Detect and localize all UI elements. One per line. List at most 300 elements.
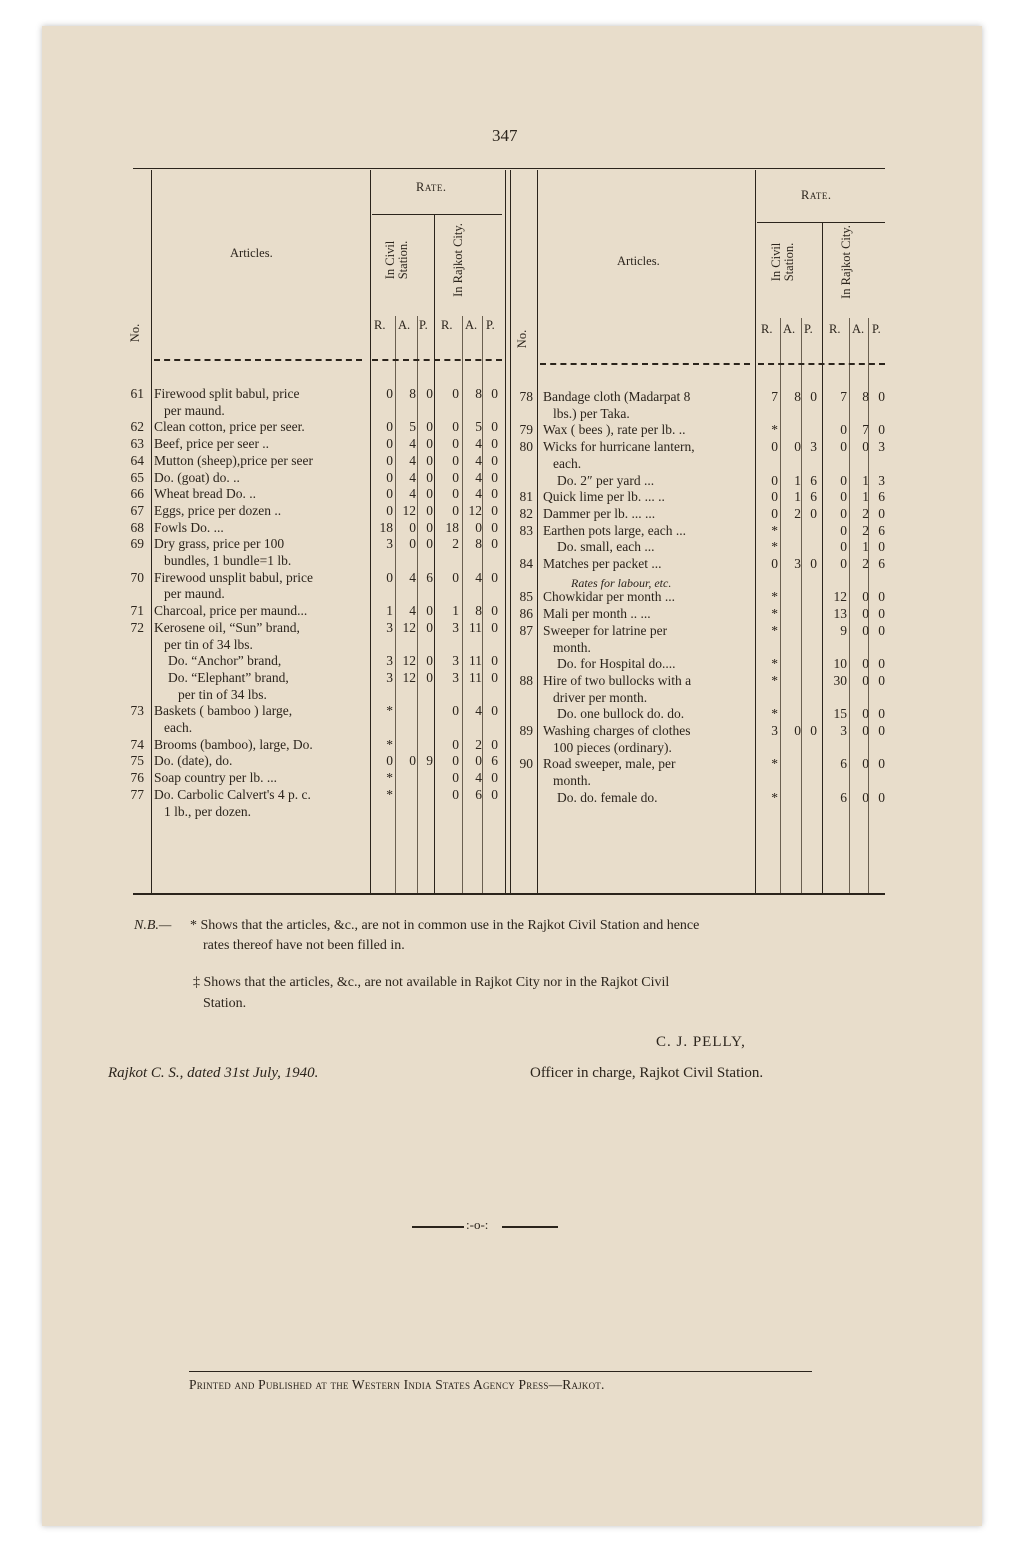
rupees-value: 3	[386, 536, 393, 552]
not-in-use-mark: *	[771, 522, 778, 538]
article-text: Do. 2″ per yard ...	[557, 472, 655, 488]
table-bottom-rule	[133, 893, 885, 895]
article-text: Baskets ( bamboo ) large,	[154, 703, 293, 719]
not-in-use-mark: *	[771, 789, 778, 805]
rupees-header: R.	[441, 318, 453, 332]
annas-value: 5	[409, 419, 416, 435]
rupees-value: 0	[771, 439, 778, 455]
rupees-value: 3	[452, 669, 459, 685]
pies-value: 0	[878, 756, 885, 772]
rupees-value: 0	[840, 422, 847, 438]
article-text: Firewood split babul, price	[154, 386, 300, 401]
rupees-value: 0	[386, 569, 393, 585]
annas-value: 6	[475, 786, 482, 802]
rupees-value: 0	[386, 436, 393, 452]
annas-value: 7	[862, 422, 869, 438]
rupees-value: 6	[840, 756, 847, 772]
pies-value: 6	[810, 489, 817, 505]
not-in-use-mark: *	[771, 539, 778, 555]
pies-value: 6	[878, 522, 885, 538]
annas-value: 4	[409, 486, 416, 502]
pies-value: 0	[426, 536, 433, 552]
article-text: each.	[164, 720, 193, 735]
footer-rule	[189, 1371, 812, 1372]
ornament: :-o-:	[466, 1217, 489, 1232]
article-text: Do. “Elephant” brand,	[168, 669, 289, 685]
annas-value: 11	[469, 653, 482, 669]
annas-value: 1	[794, 489, 801, 505]
article-text: Kerosene oil, “Sun” brand,	[154, 619, 300, 635]
pies-value: 0	[426, 669, 433, 685]
pies-value: 0	[491, 486, 498, 502]
note-2-line-1: ‡ Shows that the articles, &c., are not available in Rajkot City nor in the Rajkot Civil	[193, 975, 670, 990]
row-number: 90	[519, 756, 533, 772]
annas-value: 0	[862, 756, 869, 772]
rupees-value: 7	[771, 389, 778, 404]
annas-value: 12	[402, 619, 416, 635]
annas-value: 0	[862, 622, 869, 638]
pies-value: 0	[426, 502, 433, 518]
article-text: Do. for Hospital do....	[557, 656, 676, 672]
annas-value: 0	[409, 519, 416, 535]
nb-label: N.B.—	[134, 918, 172, 933]
annas-value: 0	[794, 723, 801, 738]
annas-value: 0	[794, 439, 801, 455]
header-underline	[540, 363, 750, 365]
article-text: per tin of 34 lbs.	[164, 636, 253, 652]
article-text: driver per month.	[553, 689, 648, 705]
annas-value: 2	[862, 556, 869, 571]
article-text: each.	[553, 455, 582, 471]
annas-value: 4	[409, 569, 416, 585]
annas-value: 0	[862, 706, 869, 722]
note-1-line-2: rates thereof have not been filled in.	[203, 938, 405, 953]
pies-header: P.	[419, 318, 428, 332]
rate-header: Rate.	[801, 188, 832, 202]
pies-value: 0	[426, 653, 433, 669]
row-number: 79	[519, 422, 533, 438]
not-in-use-mark: *	[771, 672, 778, 688]
pies-value: 6	[878, 556, 885, 571]
annas-value: 12	[402, 502, 416, 518]
annas-value: 3	[794, 556, 801, 571]
pies-value: 0	[426, 469, 433, 485]
not-in-use-mark: *	[771, 606, 778, 622]
note-1-line-1: * Shows that the articles, &c., are not in common use in the Rajkot Civil Station and hence	[190, 918, 700, 933]
article-text: Wicks for hurricane lantern,	[543, 439, 695, 455]
rupees-value: 0	[452, 419, 459, 435]
article-text: Do. “Anchor” brand,	[168, 653, 282, 669]
rupees-value: 13	[833, 606, 847, 622]
annas-value: 0	[475, 753, 482, 769]
annas-value: 8	[409, 386, 416, 401]
rupees-value: 0	[840, 556, 847, 571]
pies-header: P.	[486, 318, 495, 332]
rupees-value: 0	[771, 556, 778, 571]
annas-value: 0	[862, 589, 869, 605]
pies-value: 0	[491, 786, 498, 802]
article-text: month.	[553, 639, 591, 655]
annas-value: 0	[862, 656, 869, 672]
rupees-value: 0	[771, 505, 778, 521]
row-number: 86	[519, 606, 533, 622]
rupees-value: 15	[833, 706, 847, 722]
article-text: Clean cotton, price per seer.	[154, 419, 305, 435]
annas-value: 1	[862, 539, 869, 555]
article-text: Do. do. female do.	[557, 789, 658, 805]
row-number: 76	[130, 770, 144, 786]
annas-value: 5	[475, 419, 482, 435]
rupees-value: 0	[771, 489, 778, 505]
annas-header: A.	[852, 322, 865, 336]
article-text: Dry grass, price per 100	[154, 536, 285, 552]
row-number: 63	[130, 436, 144, 452]
table-top-rule	[133, 168, 885, 169]
article-text: Quick lime per lb. ... ..	[543, 489, 665, 505]
pies-value: 0	[810, 389, 817, 404]
pies-value: 0	[491, 419, 498, 435]
rajkot-city-header: In Rajkot City.	[451, 223, 465, 297]
pies-value: 0	[878, 389, 885, 404]
article-text: Fowls Do. ...	[154, 519, 224, 535]
pies-value: 0	[878, 706, 885, 722]
article-text: bundles, 1 bundle=1 lb.	[164, 553, 292, 568]
not-in-use-mark: *	[771, 656, 778, 672]
row-number: 89	[519, 723, 533, 738]
pies-value: 0	[491, 569, 498, 585]
pies-value: 0	[491, 386, 498, 401]
pies-value: 6	[426, 569, 433, 585]
row-number: 61	[130, 386, 144, 401]
row-number: 66	[130, 486, 144, 502]
signatory-name: C. J. PELLY,	[656, 1034, 746, 1050]
not-in-use-mark: *	[386, 770, 393, 786]
annas-header: A.	[398, 318, 411, 332]
pies-value: 0	[491, 770, 498, 786]
col-rule	[537, 170, 538, 893]
annas-value: 4	[409, 603, 416, 619]
article-text: Wax ( bees ), rate per lb. ..	[543, 422, 686, 438]
annas-value: 12	[402, 653, 416, 669]
pies-value: 0	[491, 502, 498, 518]
article-text: Wheat bread Do. ..	[154, 486, 256, 502]
rupees-value: 10	[833, 656, 847, 672]
annas-value: 0	[862, 672, 869, 688]
article-text: Do. (goat) do. ..	[154, 469, 240, 485]
row-number: 71	[130, 603, 144, 619]
annas-value: 0	[862, 723, 869, 738]
row-number: 68	[130, 519, 144, 535]
rate-header: Rate.	[416, 180, 447, 194]
pies-value: 0	[878, 505, 885, 521]
row-number: 67	[130, 502, 144, 518]
rupees-value: 0	[452, 703, 459, 719]
row-number: 85	[519, 589, 533, 605]
annas-header: A.	[783, 322, 796, 336]
rupees-value: 1	[452, 603, 459, 619]
rupees-value: 18	[445, 519, 459, 535]
article-text: 100 pieces (ordinary).	[553, 739, 672, 755]
article-text: Bandage cloth (Madarpat 8	[543, 389, 691, 404]
annas-value: 4	[475, 703, 482, 719]
col-rule	[434, 214, 435, 893]
not-in-use-mark: *	[771, 589, 778, 605]
article-text: Sweeper for latrine per	[543, 622, 668, 638]
row-number: 84	[519, 556, 533, 571]
annas-value: 1	[794, 472, 801, 488]
article-text: Firewood unsplit babul, price	[154, 569, 313, 585]
pies-value: 6	[810, 472, 817, 488]
row-number: 81	[519, 489, 533, 505]
section-heading: Rates for labour, etc.	[571, 575, 672, 590]
civil-station-header: In Civil Station.	[383, 240, 410, 280]
article-text: 1 lb., per dozen.	[164, 803, 251, 819]
annas-value: 0	[409, 536, 416, 552]
rupees-value: 0	[452, 770, 459, 786]
rupees-value: 0	[840, 472, 847, 488]
article-text: lbs.) per Taka.	[553, 405, 630, 421]
pies-header: P.	[872, 322, 881, 336]
article-text: Chowkidar per month ...	[543, 589, 675, 605]
article-text: Brooms (bamboo), large, Do.	[154, 736, 313, 752]
rupees-value: 0	[771, 472, 778, 488]
no-header: No.	[128, 323, 142, 343]
rupees-value: 3	[386, 653, 393, 669]
annas-value: 0	[862, 439, 869, 455]
rupees-value: 0	[840, 489, 847, 505]
ornament-rule-right	[502, 1226, 558, 1228]
annas-value: 4	[475, 452, 482, 468]
annas-value: 11	[469, 669, 482, 685]
page-number: 347	[492, 126, 518, 145]
row-number: 74	[130, 736, 144, 752]
annas-value: 12	[402, 669, 416, 685]
rupees-value: 3	[771, 723, 778, 738]
annas-header: A.	[465, 318, 478, 332]
row-number: 70	[130, 569, 144, 585]
not-in-use-mark: *	[771, 622, 778, 638]
article-text: Washing charges of clothes	[543, 723, 691, 738]
pies-value: 0	[878, 606, 885, 622]
article-text: Matches per packet ...	[543, 556, 662, 571]
rupees-value: 0	[452, 502, 459, 518]
rupees-header: R.	[829, 322, 841, 336]
ornament-rule-left	[412, 1226, 464, 1228]
rupees-value: 0	[452, 786, 459, 802]
article-text: per maund.	[164, 402, 225, 418]
annas-value: 2	[862, 522, 869, 538]
civil-station-header: In Civil Station.	[769, 242, 796, 282]
pies-value: 0	[426, 619, 433, 635]
annas-value: 0	[862, 606, 869, 622]
article-text: Earthen pots large, each ...	[543, 522, 686, 538]
pies-value: 0	[491, 703, 498, 719]
printer-imprint: Printed and Published at the Western India States Agency Press—Rajkot.	[189, 1377, 605, 1392]
annas-value: 8	[475, 386, 482, 401]
row-number: 72	[130, 619, 144, 635]
pies-value: 0	[810, 556, 817, 571]
rupees-value: 0	[840, 505, 847, 521]
pies-value: 3	[878, 472, 885, 488]
rupees-value: 3	[452, 619, 459, 635]
not-in-use-mark: *	[386, 736, 393, 752]
rajkot-city-header: In Rajkot City.	[839, 225, 853, 299]
pies-value: 0	[491, 619, 498, 635]
article-text: per tin of 34 lbs.	[178, 686, 267, 702]
row-number: 65	[130, 469, 144, 485]
pies-value: 0	[878, 723, 885, 738]
rupees-value: 2	[452, 536, 459, 552]
rupees-value: 3	[452, 653, 459, 669]
annas-value: 4	[475, 436, 482, 452]
annas-value: 8	[475, 603, 482, 619]
pies-value: 0	[491, 536, 498, 552]
rupees-value: 30	[833, 672, 847, 688]
pies-value: 0	[426, 452, 433, 468]
article-text: per maund.	[164, 586, 225, 602]
rupees-value: 0	[452, 386, 459, 401]
pies-value: 0	[426, 419, 433, 435]
pies-value: 6	[491, 753, 498, 769]
col-rule	[822, 222, 823, 893]
annas-value: 4	[409, 452, 416, 468]
pies-value: 0	[426, 436, 433, 452]
rupees-header: R.	[374, 318, 386, 332]
rupees-value: 3	[386, 619, 393, 635]
pies-value: 6	[878, 489, 885, 505]
header-underline	[758, 363, 885, 365]
note-2-line-2: Station.	[203, 996, 247, 1011]
not-in-use-mark: *	[386, 703, 393, 719]
pies-value: 3	[878, 439, 885, 455]
rupees-value: 0	[452, 736, 459, 752]
row-number: 62	[130, 419, 144, 435]
article-text: Soap country per lb. ...	[154, 770, 277, 786]
pies-value: 0	[426, 386, 433, 401]
rupees-value: 0	[452, 452, 459, 468]
article-text: Do. Carbolic Calvert's 4 p. c.	[154, 786, 311, 802]
pies-value: 0	[491, 452, 498, 468]
rupees-value: 0	[386, 386, 393, 401]
article-text: Dammer per lb. ... ...	[543, 505, 656, 521]
articles-header: Articles.	[230, 246, 273, 260]
pies-value: 0	[491, 469, 498, 485]
annas-value: 0	[475, 519, 482, 535]
pies-value: 9	[426, 753, 433, 769]
col-rule	[505, 170, 506, 893]
pies-value: 0	[878, 672, 885, 688]
row-number: 73	[130, 703, 144, 719]
pies-value: 0	[426, 486, 433, 502]
rupees-value: 0	[386, 502, 393, 518]
pies-value: 0	[810, 723, 817, 738]
pies-value: 0	[491, 653, 498, 669]
annas-value: 2	[794, 505, 801, 521]
article-text: Do. (date), do.	[154, 753, 233, 769]
annas-value: 0	[409, 753, 416, 769]
place-date: Rajkot C. S., dated 31st July, 1940.	[108, 1065, 319, 1081]
pies-value: 0	[878, 789, 885, 805]
row-number: 83	[519, 522, 533, 538]
annas-value: 4	[475, 569, 482, 585]
rupees-value: 0	[386, 486, 393, 502]
row-number: 80	[519, 439, 533, 455]
rupees-value: 6	[840, 789, 847, 805]
pies-value: 0	[491, 519, 498, 535]
pies-value: 0	[426, 519, 433, 535]
rupees-value: 0	[452, 486, 459, 502]
rupees-value: 3	[386, 669, 393, 685]
rupees-value: 9	[840, 622, 847, 638]
rupees-value: 0	[452, 436, 459, 452]
rupees-value: 0	[452, 569, 459, 585]
not-in-use-mark: *	[771, 756, 778, 772]
pies-value: 0	[810, 505, 817, 521]
rupees-value: 3	[840, 723, 847, 738]
not-in-use-mark: *	[771, 422, 778, 438]
rupees-value: 0	[840, 439, 847, 455]
pies-value: 0	[878, 589, 885, 605]
pies-value: 0	[878, 539, 885, 555]
rupees-value: 0	[840, 522, 847, 538]
rupees-value: 7	[840, 389, 847, 404]
annas-value: 1	[862, 472, 869, 488]
row-number: 69	[130, 536, 144, 552]
pies-value: 0	[426, 603, 433, 619]
pies-value: 0	[491, 669, 498, 685]
annas-value: 4	[409, 469, 416, 485]
rupees-value: 1	[386, 603, 393, 619]
article-text: Do. small, each ...	[557, 539, 655, 555]
articles-header: Articles.	[617, 254, 660, 268]
pies-value: 0	[491, 603, 498, 619]
article-text: Do. one bullock do. do.	[557, 706, 685, 722]
pies-value: 0	[878, 656, 885, 672]
rupees-value: 0	[386, 469, 393, 485]
row-number: 78	[519, 389, 533, 404]
annas-value: 8	[794, 389, 801, 404]
article-text: Charcoal, price per maund...	[154, 603, 308, 619]
rupees-value: 0	[386, 419, 393, 435]
article-text: Mutton (sheep),price per seer	[154, 452, 313, 468]
annas-value: 4	[475, 486, 482, 502]
header-underline	[154, 359, 362, 361]
rupees-value: 18	[379, 519, 393, 535]
rate-subrule	[372, 214, 502, 215]
article-text: Hire of two bullocks with a	[543, 672, 692, 688]
rupees-value: 0	[452, 469, 459, 485]
annas-value: 12	[468, 502, 482, 518]
pies-header: P.	[804, 322, 813, 336]
rupees-value: 0	[386, 753, 393, 769]
annas-value: 4	[475, 469, 482, 485]
annas-value: 4	[409, 436, 416, 452]
pies-value: 0	[491, 736, 498, 752]
row-number: 77	[130, 786, 144, 802]
annas-value: 1	[862, 489, 869, 505]
row-number: 82	[519, 505, 533, 521]
rupees-value: 0	[386, 452, 393, 468]
rupees-value: 0	[840, 539, 847, 555]
annas-value: 8	[475, 536, 482, 552]
annas-value: 0	[862, 789, 869, 805]
annas-value: 2	[862, 505, 869, 521]
annas-value: 11	[469, 619, 482, 635]
annas-value: 4	[475, 770, 482, 786]
not-in-use-mark: *	[771, 706, 778, 722]
pies-value: 3	[810, 439, 817, 455]
pies-value: 0	[491, 436, 498, 452]
